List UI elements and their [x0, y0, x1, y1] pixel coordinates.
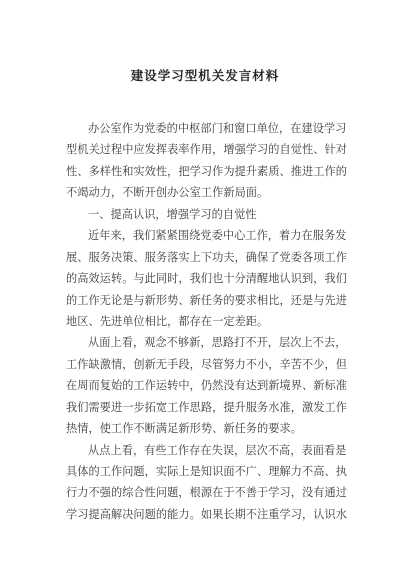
- text-line: 在周而复始的工作运转中，仍然没有达到新境界、新标准: [66, 379, 347, 393]
- text-line: 从面上看，观念不够新，思路打不开，层次上不去，: [88, 336, 347, 350]
- text-line: 近年来，我们紧紧围绕党委中心工作，着力在服务发: [88, 229, 347, 243]
- text-line: 办公室作为党委的中枢部门和窗口单位，在建设学习: [88, 122, 347, 135]
- text-line: 地区、先进单位相比，都存在一定差距。: [66, 314, 269, 328]
- text-line: 工作缺激情，创新无手段，尽管努力不小，辛苦不少，但: [66, 357, 347, 371]
- text-line: 行力不强的综合性问题，根源在于不善于学习，没有通过: [66, 486, 347, 500]
- text-line: 性、多样性和实效性，把学习作为提升素质、推进工作的: [66, 164, 347, 178]
- text-line: 从点上看，有些工作存在失误，层次不高，表面看是: [88, 443, 347, 457]
- text-line: 型机关过程中应发挥表率作用，增强学习的自觉性、针对: [66, 143, 347, 157]
- text-line: 热情，使工作不断满足新形势、新任务的要求。: [66, 422, 302, 436]
- text-line: 我们需要进一步拓宽工作思路，提升服务水准，激发工作: [66, 400, 347, 414]
- text-line: 具体的工作问题，实际上是知识面不广、理解力不高、执: [66, 465, 347, 478]
- text-line: 不竭动力，不断开创办公室工作新局面。: [66, 186, 269, 200]
- text-line: 的工作无论是与新形势、新任务的要求相比，还是与先进: [66, 293, 347, 307]
- document-title: 建设学习型机关发言材料: [130, 68, 280, 83]
- text-line: 展、服务决策、服务落实上下功夫，确保了党委各项工作: [66, 250, 347, 264]
- text-line: 一、提高认识，增强学习的自觉性: [88, 207, 257, 221]
- text-line: 的高效运转。与此同时，我们也十分清醒地认识到，我们: [66, 272, 347, 286]
- text-line: 学习提高解决问题的能力。如果长期不注重学习，认识水: [66, 507, 347, 521]
- document-body: [66, 118, 358, 525]
